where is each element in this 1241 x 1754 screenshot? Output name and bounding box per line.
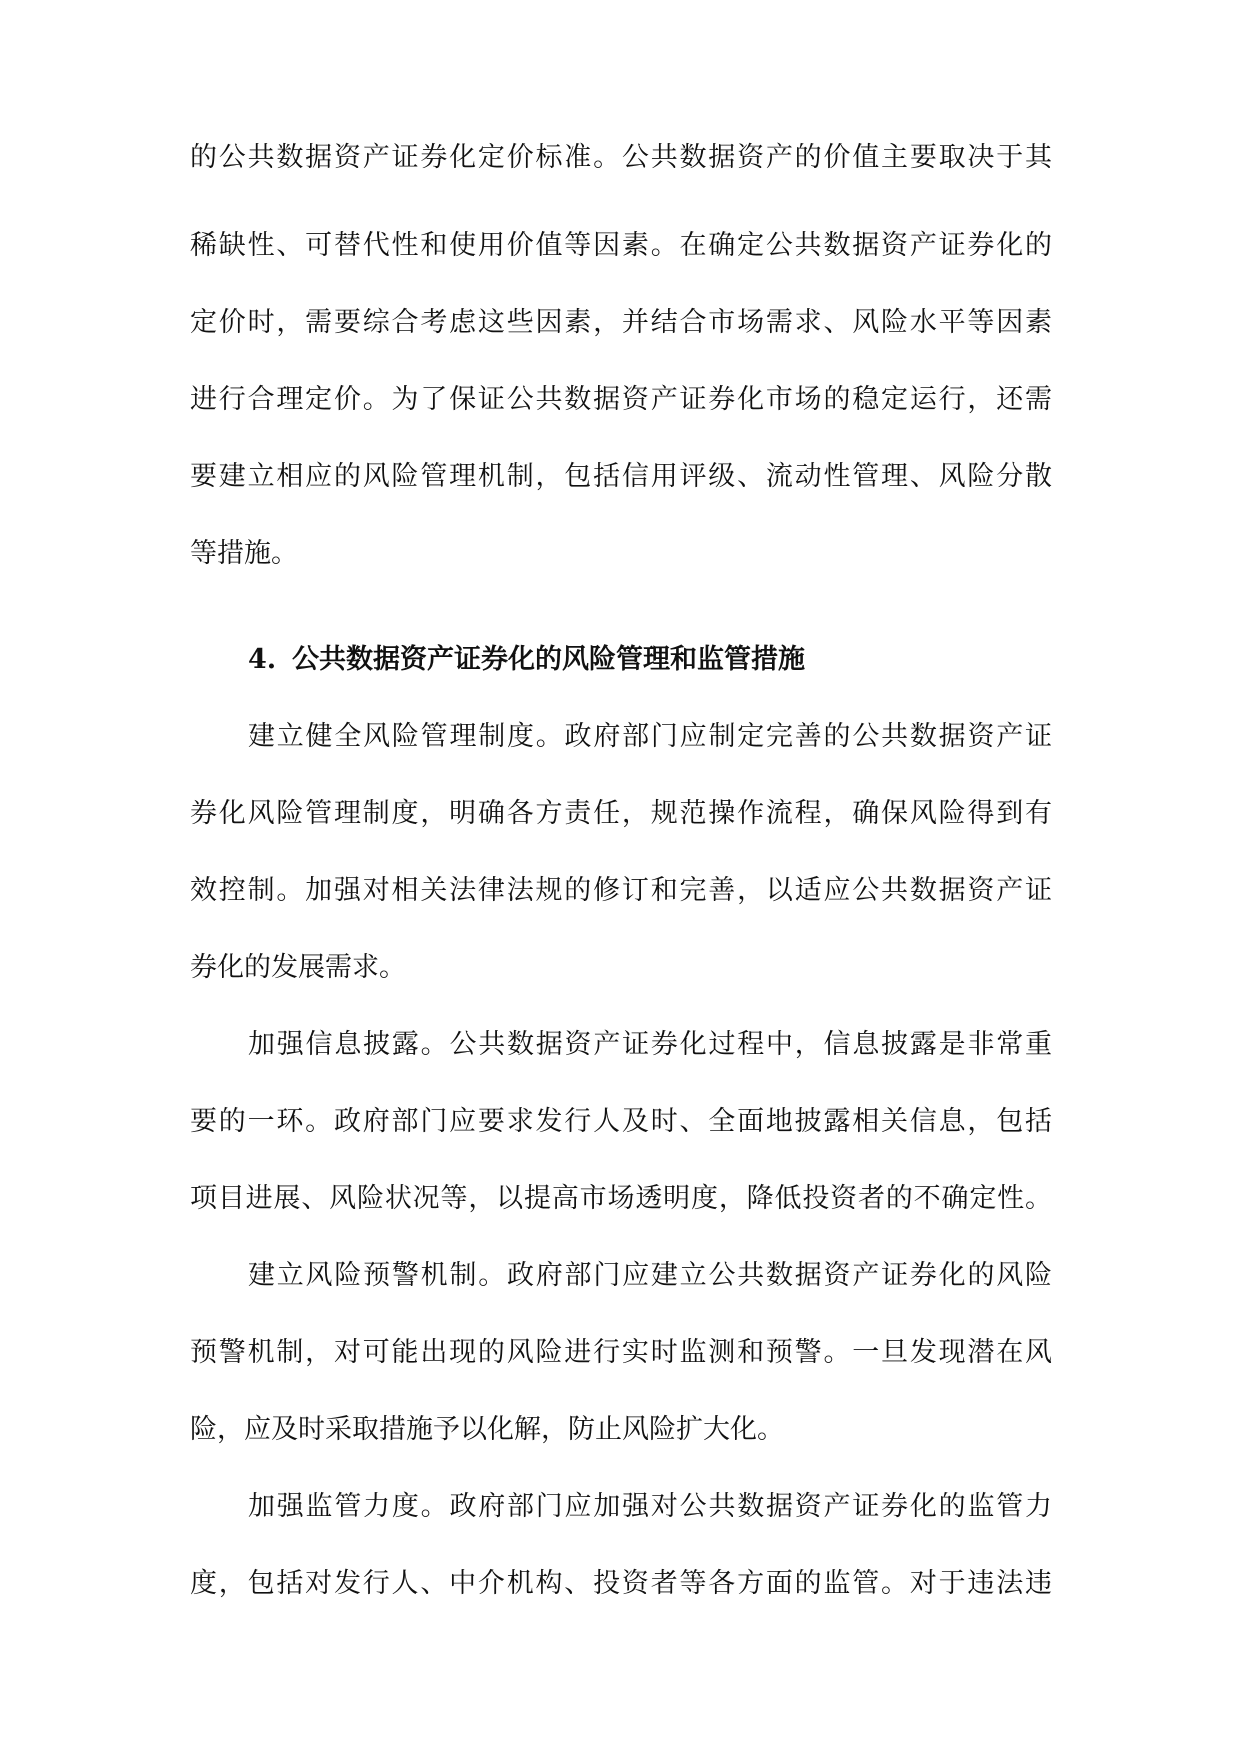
paragraph-line: 券化风险管理制度，明确各方责任，规范操作流程，确保风险得到有: [190, 798, 1052, 829]
section-title: 公共数据资产证券化的风险管理和监管措施: [292, 644, 805, 675]
paragraph-line: 度，包括对发行人、中介机构、投资者等各方面的监管。对于违法违: [190, 1568, 1052, 1599]
paragraph-line: 效控制。加强对相关法律法规的修订和完善，以适应公共数据资产证: [190, 875, 1052, 906]
section-heading: [248, 640, 805, 680]
paragraph-line: 加强信息披露。公共数据资产证券化过程中，信息披露是非常重: [248, 1029, 1052, 1060]
paragraph-line: 险，应及时采取措施予以化解，防止风险扩大化。: [190, 1414, 784, 1445]
paragraph-line: 建立风险预警机制。政府部门应建立公共数据资产证券化的风险: [248, 1260, 1052, 1291]
paragraph-line: 券化的发展需求。: [190, 952, 406, 983]
paragraph-line: 加强监管力度。政府部门应加强对公共数据资产证券化的监管力: [248, 1491, 1052, 1522]
paragraph-line: 预警机制，对可能出现的风险进行实时监测和预警。一旦发现潜在风: [190, 1337, 1052, 1368]
paragraph-line: 的公共数据资产证券化定价标准。公共数据资产的价值主要取决于其: [190, 142, 1052, 173]
paragraph-line: 进行合理定价。为了保证公共数据资产证券化市场的稳定运行，还需: [190, 384, 1052, 415]
paragraph-line: 稀缺性、可替代性和使用价值等因素。在确定公共数据资产证券化的: [190, 230, 1052, 261]
section-number: 4.: [248, 644, 277, 675]
paragraph-line: 等措施。: [190, 538, 298, 569]
paragraph-line: 要建立相应的风险管理机制，包括信用评级、流动性管理、风险分散: [190, 461, 1052, 492]
paragraph-line: 项目进展、风险状况等，以提高市场透明度，降低投资者的不确定性。: [190, 1183, 1052, 1214]
paragraph-line: 要的一环。政府部门应要求发行人及时、全面地披露相关信息，包括: [190, 1106, 1052, 1137]
paragraph-line: 建立健全风险管理制度。政府部门应制定完善的公共数据资产证: [248, 721, 1052, 752]
paragraph-line: 定价时，需要综合考虑这些因素，并结合市场需求、风险水平等因素: [190, 307, 1052, 338]
